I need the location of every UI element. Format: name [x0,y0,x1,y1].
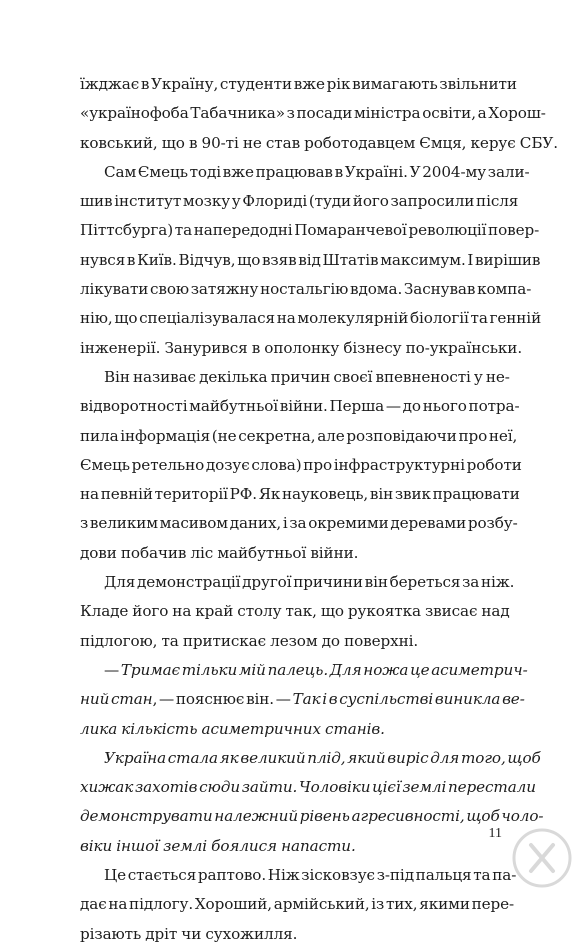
paragraph [80,744,544,861]
text-line: нувся в Київ. Відчув, що взяв від Штатів максимум. І вирішив [80,250,541,269]
text-line: Це стається раптово. Ніж зісковзує з-під пальця та па- [104,866,517,885]
paragraph [80,70,558,158]
text-line: «українофоба Табачника» з посади міністра освіти, а Хорош- [80,104,546,123]
text-line: нію, що спеціалізувалася на молекулярній біології та генній [80,309,542,328]
paragraph [80,656,528,744]
text-line: дови побачив ліс майбутньої війни. [80,543,359,562]
text-line: хижак захотів сюди зайти. Чоловіки цієї землі перестали [80,778,536,797]
text-line: лікувати свою затяжну ностальгію вдома. Заснував компа- [80,280,532,299]
paragraph [80,158,542,363]
text-line: Україна стала як великий плід, який виріс для того, щоб [104,748,541,767]
text-line: підлогою, та притискає лезом до поверхні. [80,631,419,650]
book-page-text [80,70,558,949]
text-line [80,715,510,744]
page-number: 11 [488,826,502,841]
text-line: інженерії. Занурився в ополонку бізнесу по-українськи. [80,338,523,357]
text-segment: , — пояснює він. — [152,690,293,709]
paragraph [80,861,517,949]
paragraph [80,568,515,656]
text-line: ковський, що в 90-ті не став роботодавцем Ємця, керує СБУ. [80,133,558,152]
text-line: на певній території РФ. Як науковець, він звик працювати [80,485,520,504]
text-line: Ємець ретельно дозує слова) про інфраструктурні роботи [80,455,522,474]
text-line: відворотності майбутньої війни. Перша — до нього потра- [80,397,520,416]
text-line: Для демонстрації другої причини він береться за ніж. [104,573,515,592]
text-line: їжджає в Україну, студенти вже рік вимагають звільнити [80,75,517,93]
italic-segment: Так і в суспільстві виникла ве- [292,690,525,709]
paragraph [80,363,522,568]
text-line: пила інформація (не секретна, але розповідаючи про неї, [80,426,518,445]
text-line: з великим масивом даних, і за окремими деревами розбу- [80,514,518,533]
text-line: шив інститут мозку у Флориді (туди його запросили після [80,192,519,211]
italic-segment: лика кількість асиметричних станів. [80,719,385,738]
text-line: різають дріт чи сухожилля. [80,924,298,943]
text-line: демонструвати належний рівень агресивності, щоб чоло- [80,807,544,826]
text-line: дає на підлогу. Хороший, армійський, із тих, якими пере- [80,895,515,914]
text-line [80,685,525,714]
text-line [80,656,528,685]
text-segment: — [104,660,121,679]
italic-segment: Тримає тільки мій палець. Для ножа це асиметрич- [120,660,528,679]
text-line: Сам Ємець тоді вже працював в Україні. У 2004-му зали- [104,162,530,181]
text-line: Він називає декілька причин своєї впевненості у не- [104,367,510,386]
text-line: віки іншої землі боялися напасти. [80,836,356,855]
italic-segment: ний стан [80,690,153,709]
x-circle-logo-icon [510,826,574,890]
text-line: Кладе його на край столу так, що рукоятка звисає над [80,602,510,621]
text-line: Піттсбурга) та напередодні Помаранчевої революції повер- [80,221,540,240]
